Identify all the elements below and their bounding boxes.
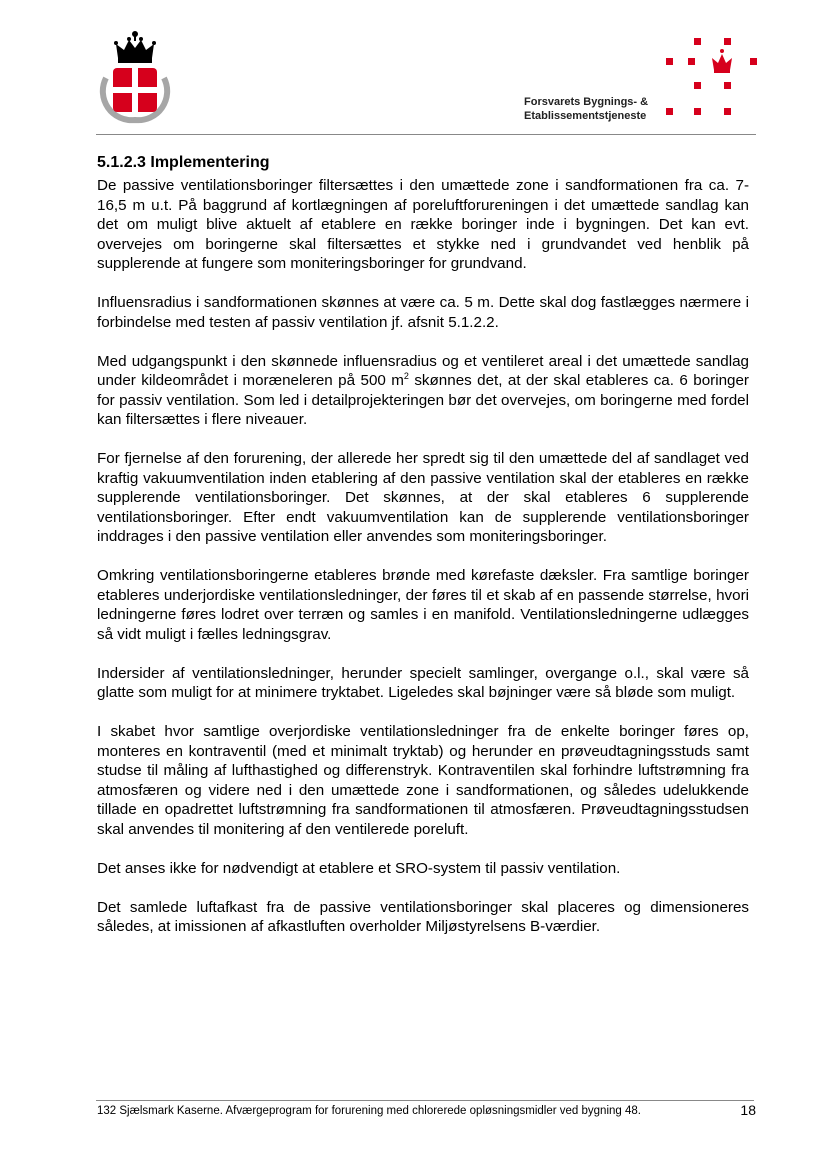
paragraph-3-after: skønnes det, at der skal etableres ca. 6 boringer for passiv ventilation. Som led i detailprojekteringen bør det overvejes, om boringerne med fordel kan filtersættes i flere niveauer.	[97, 372, 749, 428]
section-heading: 5.1.2.3 Implementering	[97, 154, 270, 171]
superscript-two: 2	[403, 370, 409, 381]
paragraph-5: Omkring ventilationsboringerne etableres brønde med kørefaste dæksler. Fra samtlige boringer etableres underjordiske ventilationsledninger, der føres til et skab af en passende størrelse, hvori ledningerne føres lodret over terræn og samles i en manifold. Ventilationsledningerne udlægges så vidt muligt i fælles ledningsgrav.	[97, 567, 749, 643]
main-content	[97, 153, 749, 956]
org-name-line-1: Forsvarets Bygnings- &	[524, 96, 649, 108]
paragraph-3-before: Med udgangspunkt i den skønnede influensradius og et ventileret areal i det umættede sandlag under kildeområdet i moræneleren på 500 m	[97, 352, 749, 389]
paragraph-2: Influensradius i sandformationen skønnes at være ca. 5 m. Dette skal dog fastlægges nærmere i forbindelse med testen af passiv ventilation jf. afsnit 5.1.2.2.	[97, 294, 749, 331]
paragraph-4: For fjernelse af den forurening, der allerede her spredt sig til den umættede del af sandlaget ved kraftig vakuumventilation inden etablering af den passive ventilation skal der etableres en række supplerende ventilationsboringer. Det skønnes, at der skal etableres 6 supplerende ventilationsboringer. Efter endt vakuumventilation kan de supplerende ventilationsboringer inddrages i den passive ventilation eller anvendes som moniteringsboringer.	[97, 450, 749, 545]
paragraph-9: Det samlede luftafkast fra de passive ventilationsboringer skal placeres og dimensioneres således, at imissionen af afkastluften overholder Miljøstyrelsens B-værdier.	[97, 898, 749, 935]
org-name-line-2: Etablissementstjeneste	[524, 110, 647, 122]
fbe-dot-crown-logo-icon	[664, 32, 760, 122]
paragraph-8: Det anses ikke for nødvendigt at etablere et SRO-system til passiv ventilation.	[97, 859, 621, 877]
footer-divider	[96, 1100, 754, 1101]
paragraph-6: Indersider af ventilationsledninger, herunder specielt samlinger, overgange o.l., skal være så glatte som muligt for at minimere tryktabet. Ligeledes skal bøjninger være så bløde som muligt.	[97, 664, 749, 701]
footer-document-title: 132 Sjælsmark Kaserne. Afværgeprogram for forurening med chlorerede opløsningsmidler ved bygning 48.	[97, 1105, 641, 1117]
crown-shield-logo-icon	[96, 28, 174, 124]
paragraph-1: De passive ventilationsboringer filtersættes i den umættede zone i sandformationen fra ca. 7-16,5 m u.t. På baggrund af kortlægningen af poreluftforureningen i det umættede sandlag kan det om muligt blive aktuelt af etablere en række boringer inde i bygningen. Det kan evt. overvejes om boringerne skal filtersættes et stykke ned i grundvandet ved henblik på supplerende at fungere som moniteringsboringer for grundvand.	[97, 177, 749, 272]
header-divider	[96, 134, 756, 135]
organization-name	[524, 95, 664, 123]
paragraph-3	[97, 352, 749, 430]
paragraph-7: I skabet hvor samtlige overjordiske ventilationsledninger fra de enkelte boringer føres op, monteres en kontraventil (med et minimalt tryktab) og herunder en prøveudtagningsstuds samt studse til måling af lufthastighed og differenstryk. Kontraventilen skal forhindre luftstrømning fra atmosfæren og videre ned i den umættede zone i sandformationen, og således udelukkende tillade en opadrettet luftstrømning fra sandformationen til atmosfæren. Prøveudtagningsstudsen skal anvendes til monitering af den ventilerede poreluft.	[97, 723, 749, 838]
page-number: 18	[740, 1102, 756, 1118]
